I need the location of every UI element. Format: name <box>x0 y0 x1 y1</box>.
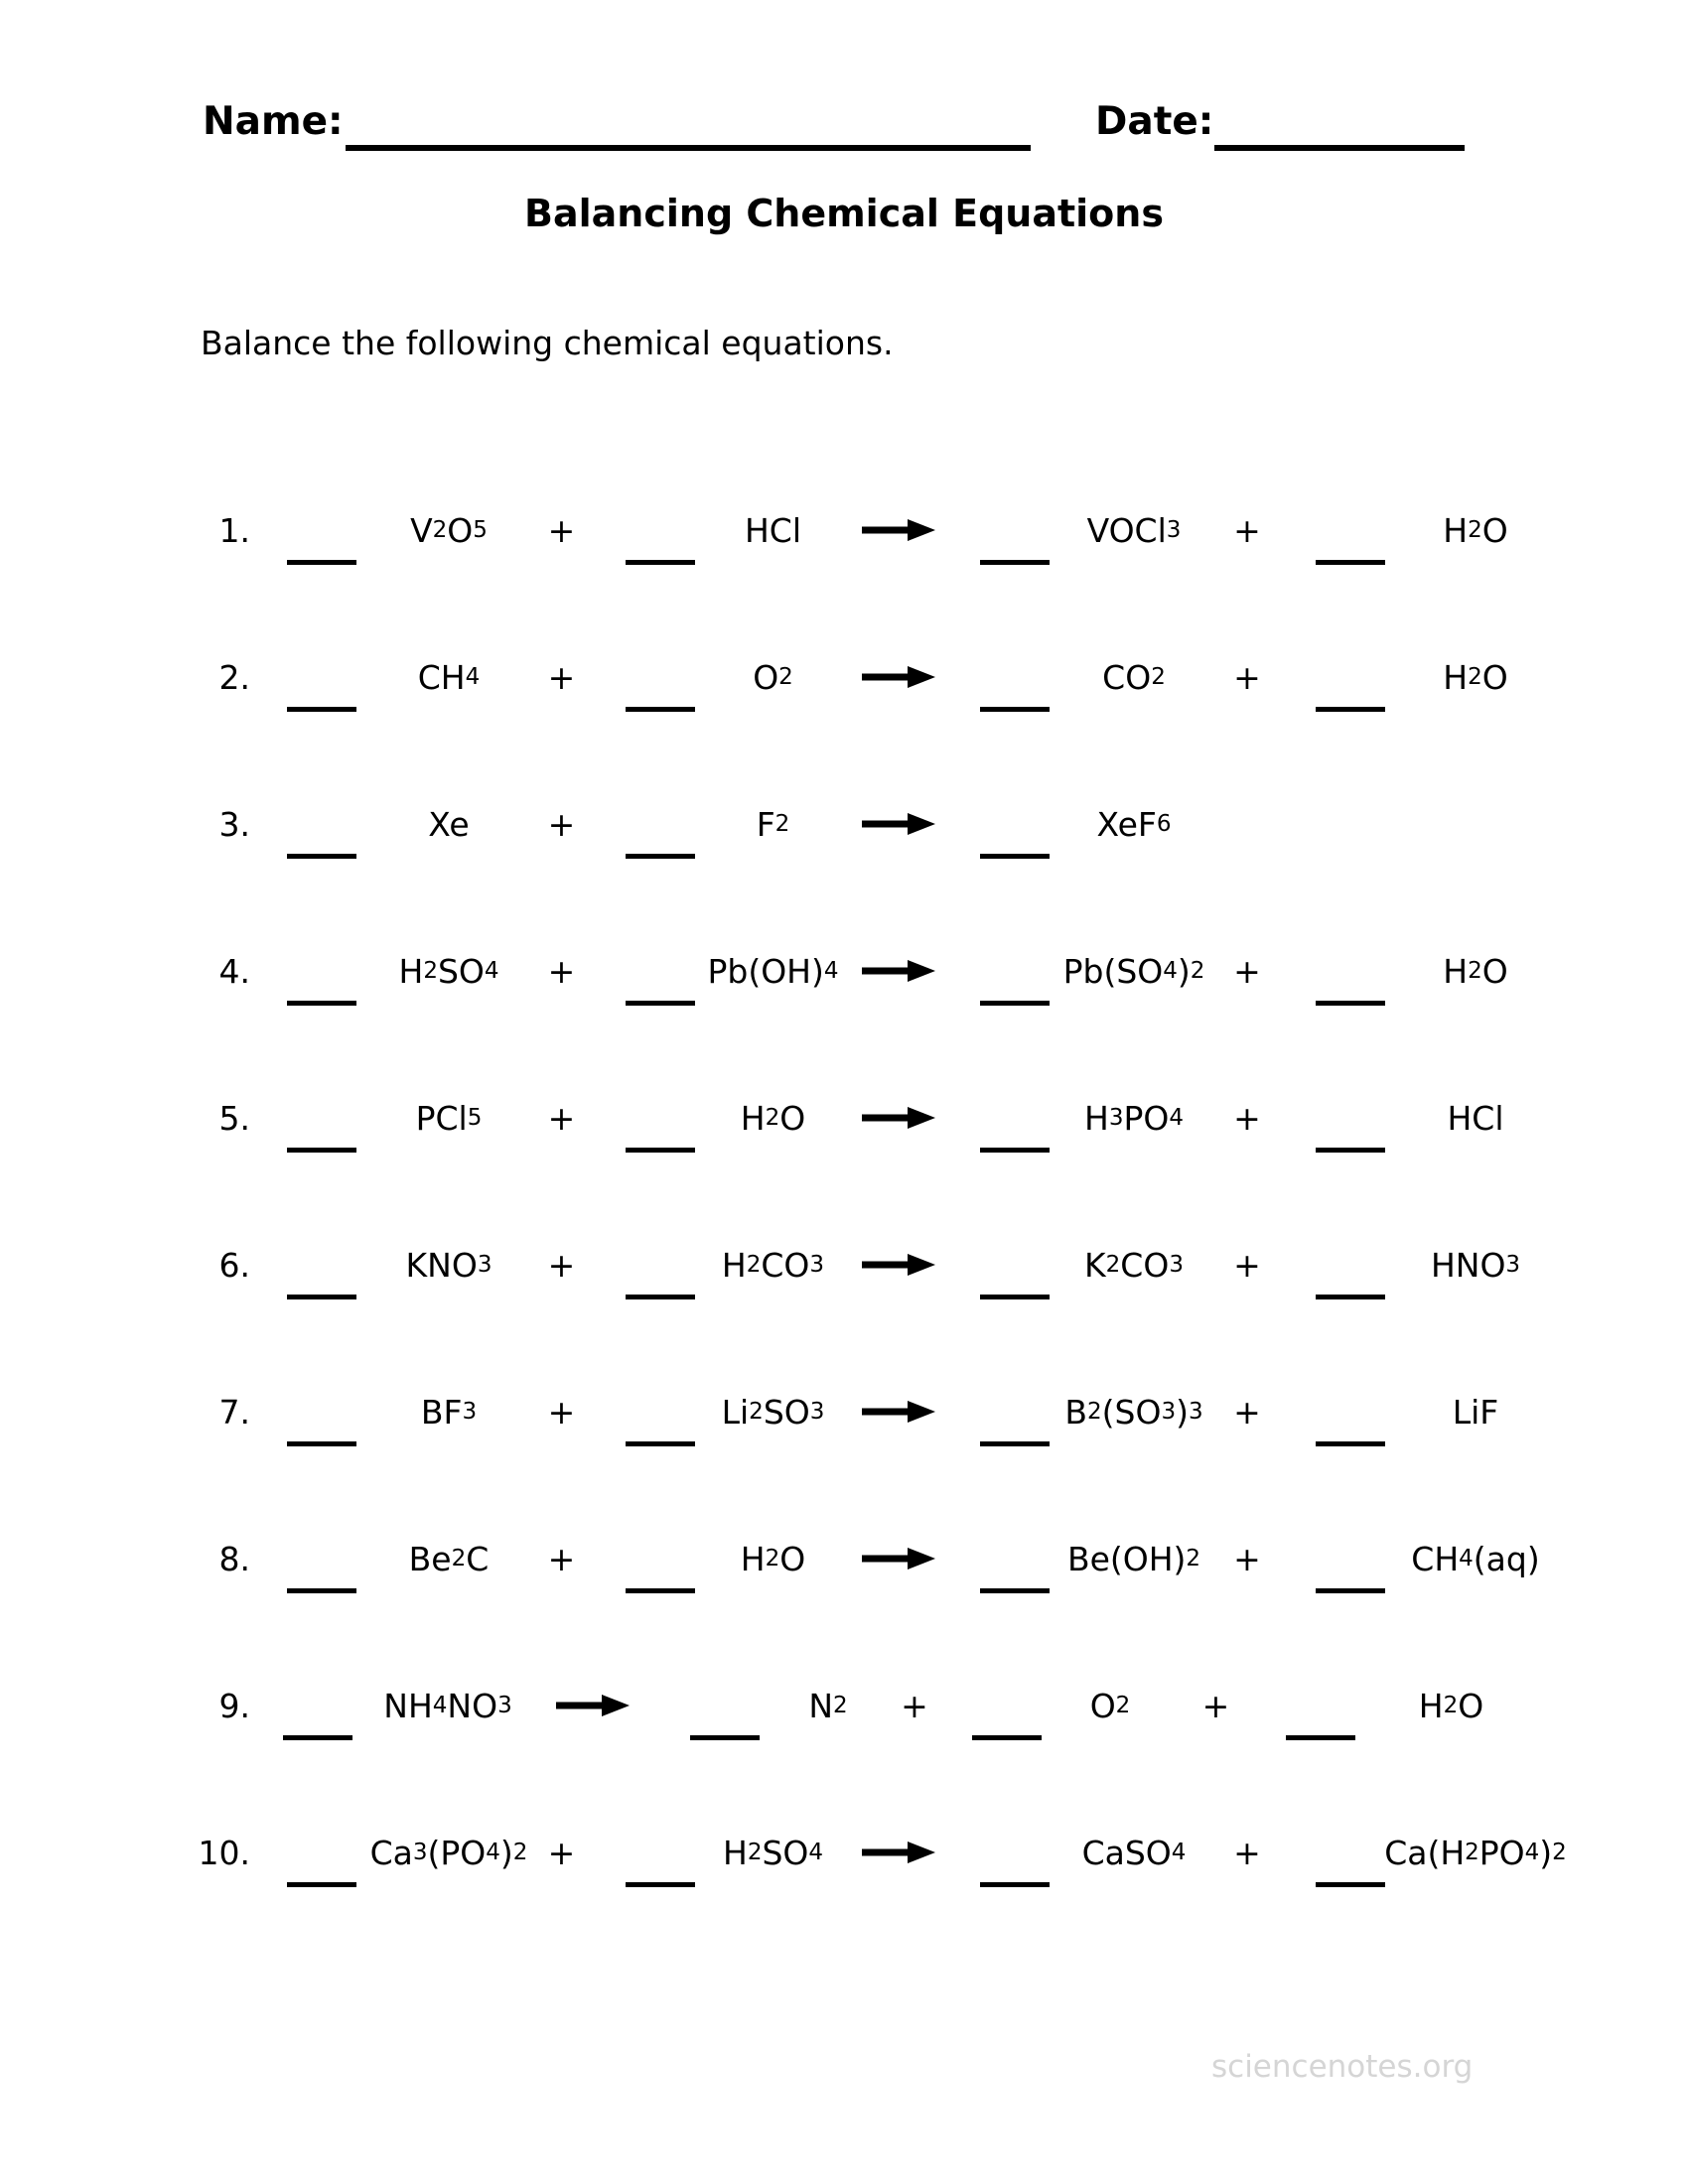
equation-row <box>139 1485 1688 1632</box>
plus-sign: + <box>547 510 576 550</box>
chemical-formula: CH 4 <box>417 657 481 697</box>
chemical-formula: H 2 O <box>1418 1686 1484 1725</box>
plus-sign: + <box>547 951 576 991</box>
coefficient-blank[interactable] <box>287 854 356 859</box>
coefficient-blank[interactable] <box>980 1882 1050 1887</box>
coefficient-blank[interactable] <box>1316 707 1385 712</box>
coefficient-blank[interactable] <box>980 854 1050 859</box>
plus-sign: + <box>547 1245 576 1285</box>
equation-number: 8. <box>218 1539 250 1578</box>
chemical-formula: Xe <box>428 804 470 844</box>
chemical-formula: H 2 O <box>740 1539 806 1578</box>
chemical-formula: Ca 3 (PO 4 ) 2 <box>369 1833 528 1872</box>
chemical-formula: H 3 PO 4 <box>1084 1098 1184 1138</box>
coefficient-blank[interactable] <box>1316 560 1385 565</box>
coefficient-blank[interactable] <box>980 560 1050 565</box>
chemical-formula: Ca(H 2 PO 4 ) 2 <box>1384 1833 1567 1872</box>
coefficient-blank[interactable] <box>626 1588 695 1593</box>
coefficient-blank[interactable] <box>980 1148 1050 1153</box>
chemical-formula: Be(OH) 2 <box>1066 1539 1201 1578</box>
equation-number: 7. <box>218 1392 250 1432</box>
plus-sign: + <box>1233 1833 1261 1872</box>
chemical-formula: BF 3 <box>420 1392 478 1432</box>
chemical-formula: CH 4 (aq) <box>1411 1539 1540 1578</box>
coefficient-blank[interactable] <box>626 707 695 712</box>
coefficient-blank[interactable] <box>1316 1882 1385 1887</box>
coefficient-blank[interactable] <box>690 1735 760 1740</box>
right-arrow-icon <box>860 516 935 544</box>
chemical-formula: O 2 <box>753 657 793 697</box>
coefficient-blank[interactable] <box>287 1148 356 1153</box>
coefficient-blank[interactable] <box>1316 1001 1385 1006</box>
coefficient-blank[interactable] <box>1316 1295 1385 1299</box>
coefficient-blank[interactable] <box>980 1588 1050 1593</box>
coefficient-blank[interactable] <box>980 707 1050 712</box>
coefficient-blank[interactable] <box>287 1295 356 1299</box>
coefficient-blank[interactable] <box>980 1295 1050 1299</box>
chemical-formula: O 2 <box>1089 1686 1131 1725</box>
chemical-formula: Pb(OH) 4 <box>707 951 839 991</box>
coefficient-blank[interactable] <box>287 1441 356 1446</box>
equation-row <box>139 1044 1688 1191</box>
equation-number: 3. <box>218 804 250 844</box>
equation-row <box>139 751 1688 897</box>
plus-sign: + <box>1233 1392 1261 1432</box>
plus-sign: + <box>547 1539 576 1578</box>
plus-sign: + <box>1233 657 1261 697</box>
coefficient-blank[interactable] <box>626 560 695 565</box>
equation-number: 9. <box>218 1686 250 1725</box>
coefficient-blank[interactable] <box>283 1735 352 1740</box>
coefficient-blank[interactable] <box>1286 1735 1355 1740</box>
chemical-formula: F 2 <box>756 804 790 844</box>
chemical-formula: H 2 O <box>740 1098 806 1138</box>
right-arrow-icon <box>860 1398 935 1426</box>
name-label: Name: <box>203 99 344 144</box>
coefficient-blank[interactable] <box>626 1882 695 1887</box>
chemical-formula: H 2 SO 4 <box>722 1833 824 1872</box>
equation-row <box>139 1338 1688 1485</box>
plus-sign: + <box>547 657 576 697</box>
chemical-formula: Be 2 C <box>408 1539 490 1578</box>
equation-number: 5. <box>218 1098 250 1138</box>
coefficient-blank[interactable] <box>287 1001 356 1006</box>
coefficient-blank[interactable] <box>287 560 356 565</box>
equation-row <box>139 604 1688 751</box>
coefficient-blank[interactable] <box>287 1882 356 1887</box>
date-blank-line[interactable] <box>1214 145 1465 151</box>
chemical-formula: B 2 (SO 3 ) 3 <box>1064 1392 1203 1432</box>
footer-watermark: sciencenotes.org <box>1211 2049 1474 2085</box>
chemical-formula: LiF <box>1452 1392 1499 1432</box>
chemical-formula: VOCl 3 <box>1086 510 1182 550</box>
plus-sign: + <box>1233 1245 1261 1285</box>
coefficient-blank[interactable] <box>287 707 356 712</box>
coefficient-blank[interactable] <box>626 1441 695 1446</box>
coefficient-blank[interactable] <box>1316 1588 1385 1593</box>
plus-sign: + <box>547 1392 576 1432</box>
chemical-formula: H 2 SO 4 <box>398 951 499 991</box>
equation-row <box>139 1779 1688 1926</box>
plus-sign: + <box>1233 1098 1261 1138</box>
equation-row <box>139 1632 1688 1779</box>
plus-sign: + <box>547 804 576 844</box>
chemical-formula: KNO 3 <box>405 1245 492 1285</box>
coefficient-blank[interactable] <box>1316 1441 1385 1446</box>
chemical-formula: Li 2 SO 3 <box>721 1392 825 1432</box>
chemical-formula: NH 4 NO 3 <box>383 1686 512 1725</box>
equation-number: 2. <box>218 657 250 697</box>
coefficient-blank[interactable] <box>626 854 695 859</box>
coefficient-blank[interactable] <box>287 1588 356 1593</box>
plus-sign: + <box>547 1833 576 1872</box>
coefficient-blank[interactable] <box>980 1441 1050 1446</box>
plus-sign: + <box>1233 510 1261 550</box>
right-arrow-icon <box>860 957 935 985</box>
chemical-formula: Pb(SO 4 ) 2 <box>1062 951 1205 991</box>
chemical-formula: H 2 O <box>1443 657 1508 697</box>
plus-sign: + <box>1233 1539 1261 1578</box>
chemical-formula: N 2 <box>808 1686 848 1725</box>
chemical-formula: K 2 CO 3 <box>1084 1245 1184 1285</box>
right-arrow-icon <box>860 810 935 838</box>
chemical-formula: HCl <box>744 510 802 550</box>
chemical-formula: HCl <box>1447 1098 1504 1138</box>
right-arrow-icon <box>860 1839 935 1866</box>
coefficient-blank[interactable] <box>626 1295 695 1299</box>
right-arrow-icon <box>860 1545 935 1572</box>
chemical-formula: XeF 6 <box>1096 804 1172 844</box>
chemical-formula: H 2 CO 3 <box>721 1245 825 1285</box>
coefficient-blank[interactable] <box>972 1735 1042 1740</box>
chemical-formula: V 2 O 5 <box>410 510 488 550</box>
right-arrow-icon <box>554 1692 630 1719</box>
right-arrow-icon <box>860 1104 935 1132</box>
chemical-formula: CaSO 4 <box>1081 1833 1187 1872</box>
coefficient-blank[interactable] <box>626 1001 695 1006</box>
plus-sign: + <box>547 1098 576 1138</box>
chemical-formula: PCl 5 <box>415 1098 483 1138</box>
date-label: Date: <box>1095 99 1214 144</box>
right-arrow-icon <box>860 663 935 691</box>
chemical-formula: CO 2 <box>1102 657 1166 697</box>
equation-number: 4. <box>218 951 250 991</box>
equation-number: 10. <box>198 1833 250 1872</box>
name-blank-line[interactable] <box>346 145 1031 151</box>
equation-row <box>139 457 1688 604</box>
equations-list <box>0 457 1688 1926</box>
coefficient-blank[interactable] <box>626 1148 695 1153</box>
plus-sign: + <box>1201 1686 1230 1725</box>
chemical-formula: H 2 O <box>1443 510 1508 550</box>
instruction-text: Balance the following chemical equations. <box>201 324 894 362</box>
chemical-formula: HNO 3 <box>1430 1245 1521 1285</box>
chemical-formula: H 2 O <box>1443 951 1508 991</box>
equation-number: 6. <box>218 1245 250 1285</box>
page-title: Balancing Chemical Equations <box>524 192 1164 235</box>
right-arrow-icon <box>860 1251 935 1279</box>
equation-row <box>139 1191 1688 1338</box>
plus-sign: + <box>901 1686 928 1725</box>
plus-sign: + <box>1233 951 1261 991</box>
coefficient-blank[interactable] <box>980 1001 1050 1006</box>
coefficient-blank[interactable] <box>1316 1148 1385 1153</box>
equation-row <box>139 897 1688 1044</box>
equation-number: 1. <box>218 510 250 550</box>
